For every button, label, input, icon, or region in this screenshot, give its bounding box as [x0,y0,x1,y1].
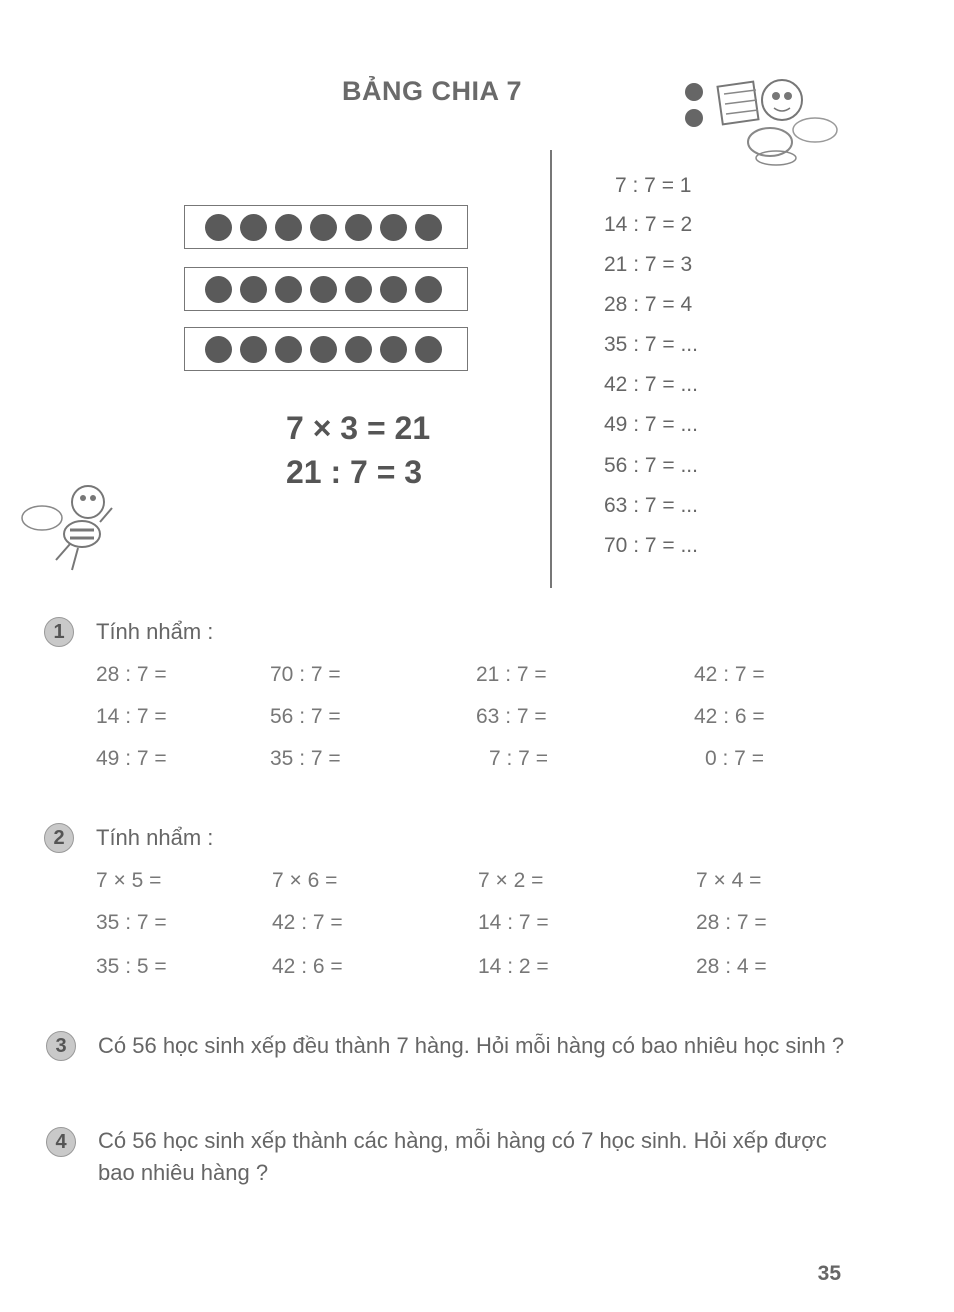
dot [275,336,302,363]
dot [415,336,442,363]
dot [240,214,267,241]
dot [240,336,267,363]
exercise-item: 42 : 6 = [272,955,343,978]
exercise-1-title: Tính nhẩm : [96,619,214,644]
exercise-item: 14 : 2 = [478,955,549,978]
table-line: 42 : 7 = ... [604,373,698,396]
exercise-4-badge: 4 [46,1127,76,1157]
dot [240,276,267,303]
dot-row-3 [184,327,468,371]
exercise-2-title: Tính nhẩm : [96,825,214,850]
divider [550,150,552,588]
exercise-item: 35 : 7 = [96,911,167,934]
exercise-item: 14 : 7 = [478,911,549,934]
exercise-2-badge: 2 [44,823,74,853]
exercise-item: 42 : 6 = [694,705,765,728]
division-equation: 21 : 7 = 3 [286,454,423,490]
exercise-item: 7 × 2 = [478,869,544,892]
dot [345,276,372,303]
dot [310,276,337,303]
dot [380,276,407,303]
dot [415,214,442,241]
dot [380,214,407,241]
exercise-item: 7 × 5 = [96,869,162,892]
exercise-item: 7 : 7 = [489,747,548,770]
dot-row-1 [184,205,468,249]
dot [345,336,372,363]
table-line: 7 : 7 = 1 [615,174,692,197]
dot [380,336,407,363]
exercise-item: 56 : 7 = [270,705,341,728]
dot [345,214,372,241]
exercise-item: 7 × 4 = [696,869,762,892]
exercise-item: 42 : 7 = [272,911,343,934]
dot [205,336,232,363]
multiplication-equation: 7 × 3 = 21 [286,410,431,446]
exercise-item: 21 : 7 = [476,663,547,686]
exercise-item: 35 : 5 = [96,955,167,978]
exercise-4-text: Có 56 học sinh xếp thành các hàng, mỗi hàng có 7 học sinh. Hỏi xếp được bao nhiêu hàng ? [98,1128,827,1185]
table-line: 14 : 7 = 2 [604,213,693,236]
exercise-item: 28 : 7 = [96,663,167,686]
exercise-3-text: Có 56 học sinh xếp đều thành 7 hàng. Hỏi mỗi hàng có bao nhiêu học sinh ? [98,1033,845,1058]
exercise-item: 42 : 7 = [694,663,765,686]
table-line: 63 : 7 = ... [604,494,698,517]
dot [310,214,337,241]
table-line: 70 : 7 = ... [604,534,698,557]
exercise-item: 63 : 7 = [476,705,547,728]
table-line: 28 : 7 = 4 [604,293,693,316]
exercise-item: 7 × 6 = [272,869,338,892]
exercise-item: 28 : 4 = [696,955,767,978]
exercise-1-badge: 1 [44,617,74,647]
bee-waving-icon [20,478,120,578]
exercise-item: 0 : 7 = [705,747,764,770]
exercise-item: 28 : 7 = [696,911,767,934]
dot [275,276,302,303]
table-line: 21 : 7 = 3 [604,253,693,276]
dot [275,214,302,241]
exercise-item: 70 : 7 = [270,663,341,686]
dot-row-2 [184,267,468,311]
table-line: 35 : 7 = ... [604,333,698,356]
bee-with-abacus-icon [680,70,840,170]
exercise-item: 49 : 7 = [96,747,167,770]
dot [310,336,337,363]
dot [415,276,442,303]
dot [205,214,232,241]
exercise-3-badge: 3 [46,1031,76,1061]
dot [205,276,232,303]
page-number: 35 [817,1262,841,1285]
page-title: BẢNG CHIA 7 [342,76,523,106]
table-line: 56 : 7 = ... [604,454,698,477]
table-line: 49 : 7 = ... [604,413,698,436]
exercise-item: 35 : 7 = [270,747,341,770]
exercise-item: 14 : 7 = [96,705,167,728]
